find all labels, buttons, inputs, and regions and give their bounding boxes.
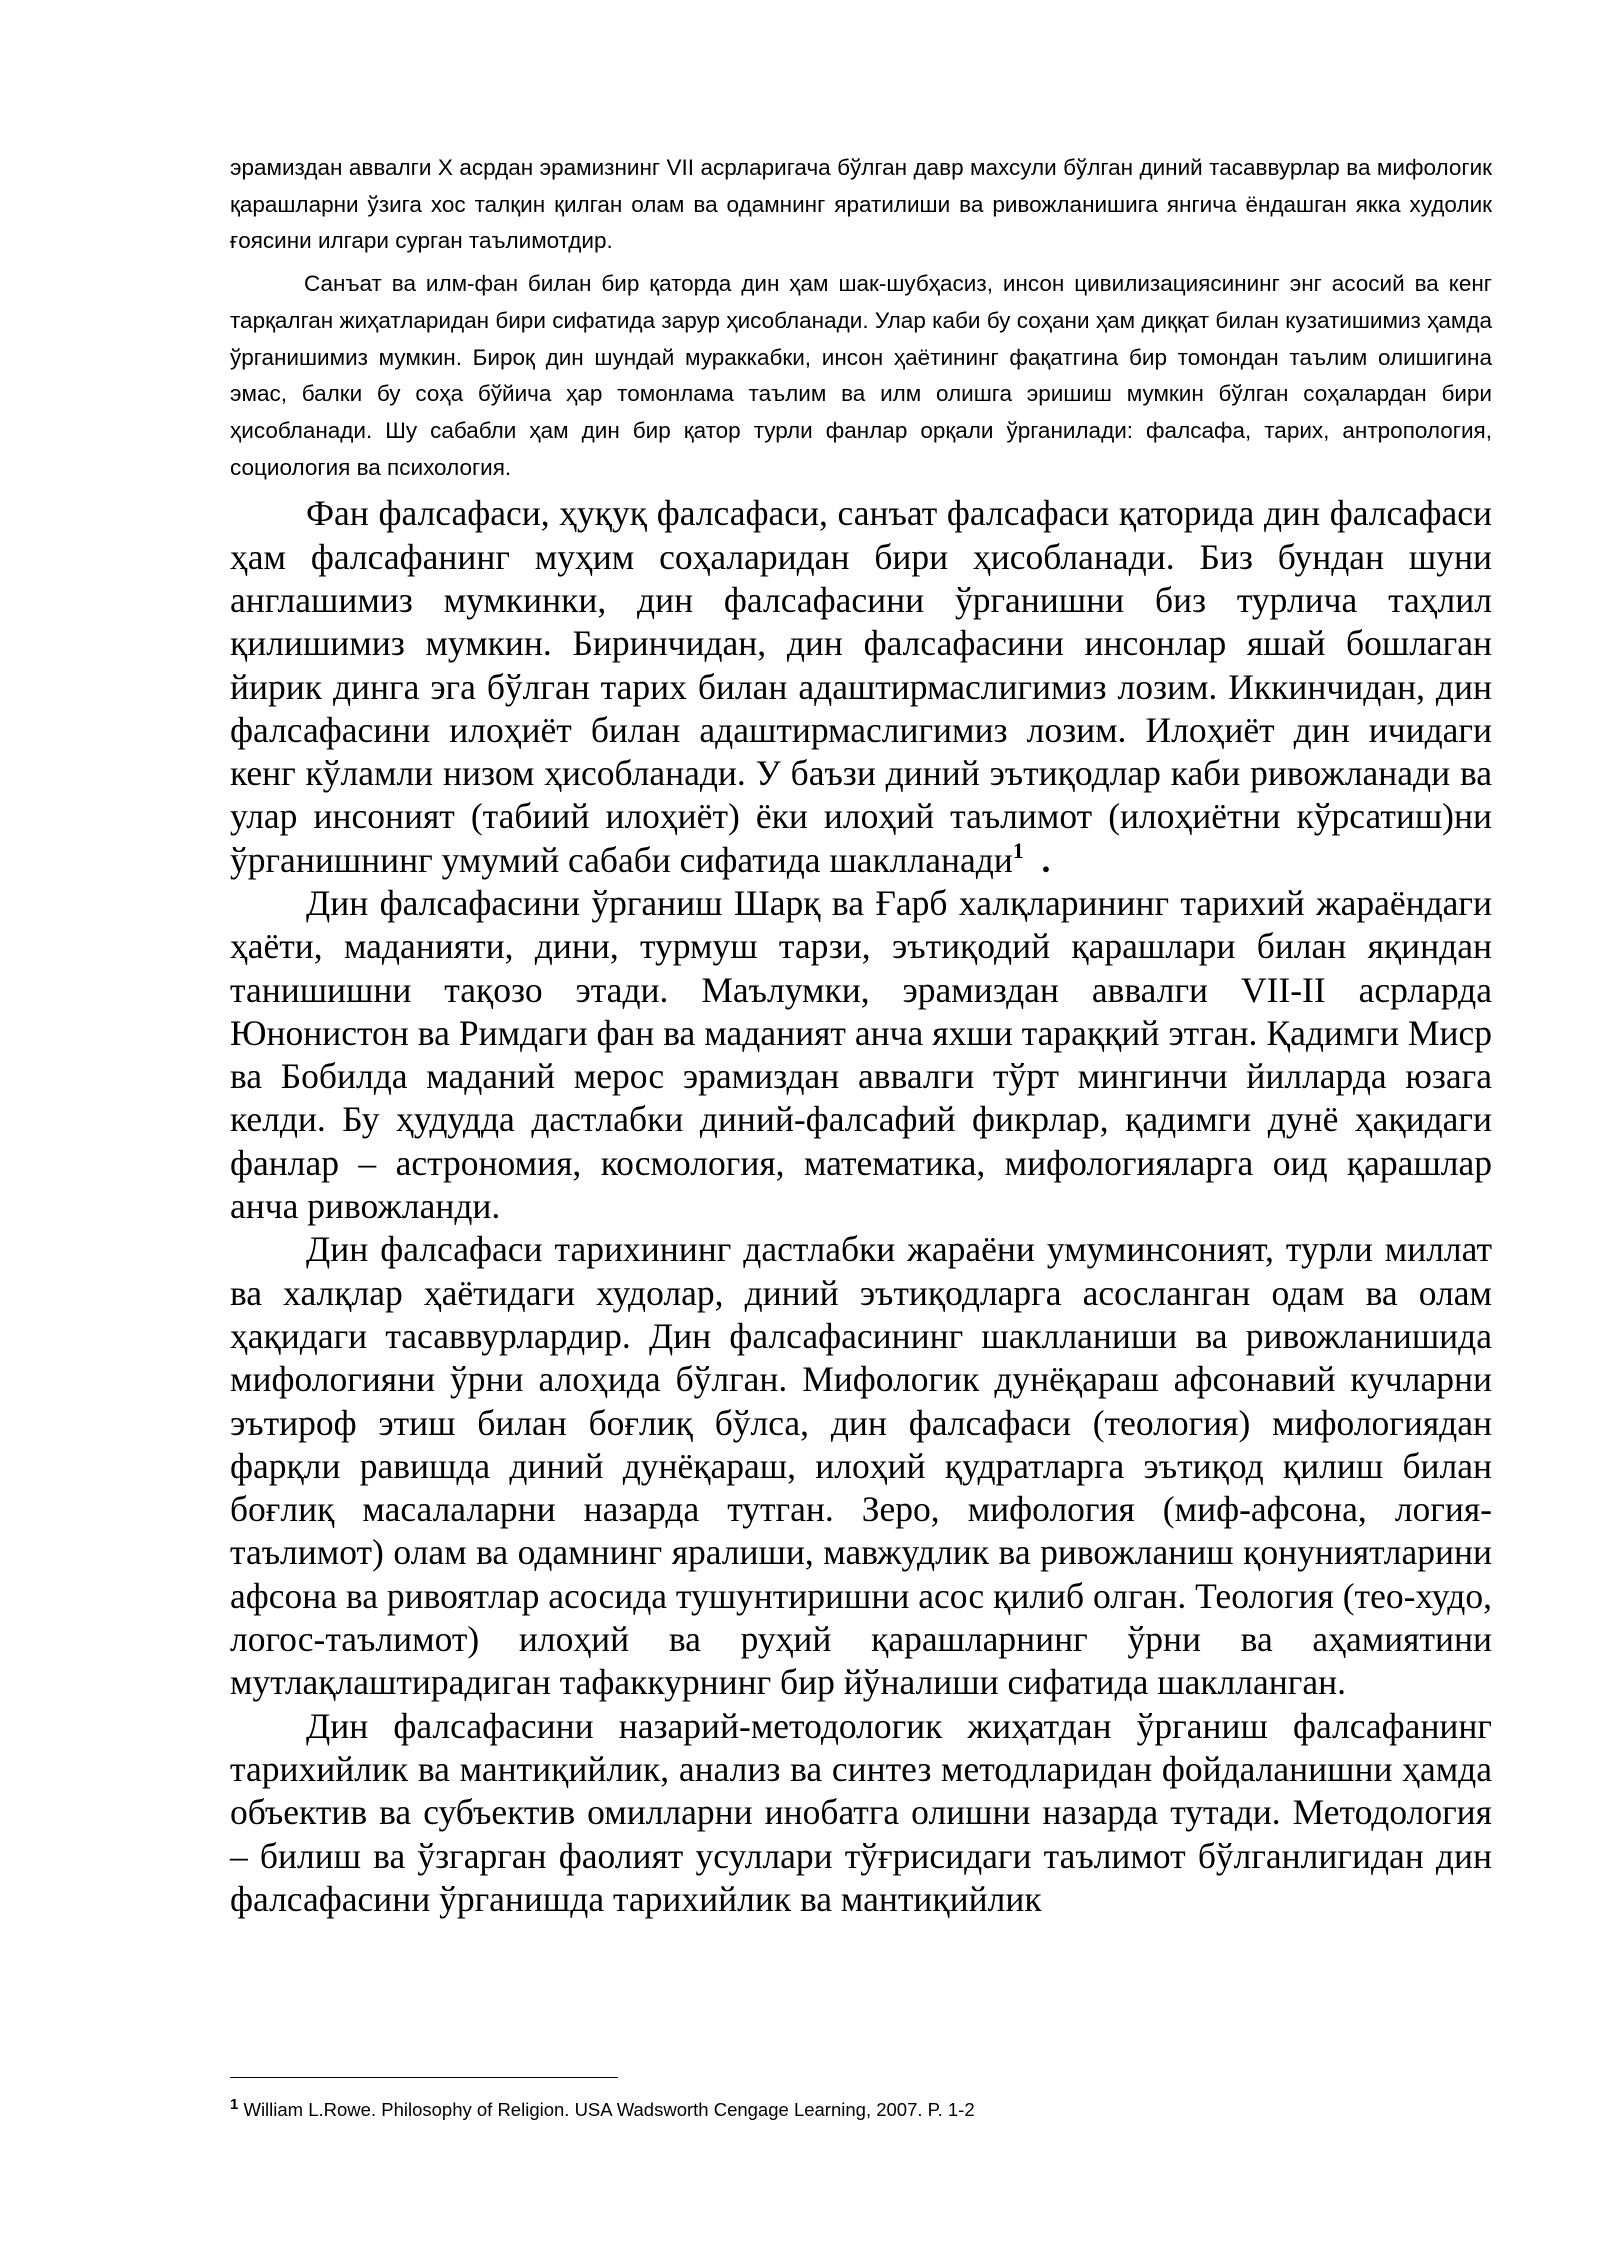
paragraph-1: эрамиздан аввалги X асрдан эрамизнинг VII асрларигача бўлган давр махсули бўлган диний тасаввурлар ва мифологик қарашларни ўзига хос талқин қилган олам ва одамнинг яратилиши ва ривожланишига янгича ёндашган якка худолик ғоясини илгари сурган таълимотдир. <box>230 155 1492 254</box>
footnote <box>230 2097 1492 2123</box>
footnote-separator <box>230 2077 618 2078</box>
paragraph-2: Санъат ва илм-фан билан бир қаторда дин ҳам шак-шубҳасиз, инсон цивилизациясининг энг асосий ва кенг тарқалган жиҳатларидан бири сифатида зарур ҳисобланади. Улар каби бу соҳани ҳам диққат билан кузатишимиз ҳамда ўрганишимиз мумкин. Бироқ дин шундай мураккабки, инсон ҳаётининг фақатгина бир томондан таълим олишигина эмас, балки бу соҳа бўйича ҳар томонлама таълим ва илм олишга эришиш мумкин бўлган соҳалардан бири ҳисобланади. Шу сабабли ҳам дин бир қатор турли фанлар орқали ўрганилади: фалсафа, тарих, антропология, социология ва психология. <box>230 271 1492 480</box>
paragraph-3-tail: . <box>1041 839 1051 880</box>
paragraph-3 <box>230 492 1492 882</box>
paragraph-3-text: Фан фалсафаси, ҳуқуқ фалсафаси, санъат фалсафаси қаторида дин фалсафаси ҳам фалсафанинг муҳим соҳаларидан бири ҳисобланади. Биз бундан шуни англашимиз мумкинки, дин фалсафасини ўрганишни биз турлича таҳлил қилишимиз мумкин. Биринчидан, дин фалсафасини инсонлар яшай бошлаган йирик динга эга бўлган тарих билан адаштирмаслигимиз лозим. Иккинчидан, дин фалсафасини илоҳиёт билан адаштирмаслигимиз лозим. Илоҳиёт дин ичидаги кенг кўламли низом ҳисобланади. У баъзи диний эътиқодлар каби ривожланади ва улар инсоният (табиий илоҳиёт) ёки илоҳий таълимот (илоҳиётни кўрсатиш)ни ўрганишнинг умумий сабаби сифатида шаклланади <box>230 493 1492 880</box>
footnote-text: William L.Rowe. Philosophy of Religion. USA Wadsworth Cengage Learning, 2007. P. 1-2 <box>243 2099 975 2120</box>
paragraph-4: Дин фалсафасини ўрганиш Шарқ ва Ғарб халқларининг тарихий жараёндаги ҳаёти, маданияти, дини, турмуш тарзи, эътиқодий қарашлари билан яқиндан танишишни тақозо этади. Маълумки, эрамиздан аввалги VII-II асрларда Юнонистон ва Римдаги фан ва маданият анча яхши тараққий этган. Қадимги Миср ва Бобилда маданий мерос эрамиздан аввалги тўрт мингинчи йилларда юзага келди. Бу ҳудудда дастлабки диний-фалсафий фикрлар, қадимги дунё ҳақидаги фанлар – астрономия, космология, математика, мифологияларга оид қарашлар анча ривожланди. <box>230 883 1492 1227</box>
paragraph-5: Дин фалсафаси тарихининг дастлабки жараёни умуминсоният, турли миллат ва халқлар ҳаётидаги худолар, диний эътиқодларга асосланган одам ва олам ҳақидаги тасаввурлардир. Дин фалсафасининг шаклланиши ва ривожланишида мифологияни ўрни алоҳида бўлган. Мифологик дунёқараш афсонавий кучларни эътироф этиш билан боғлиқ бўлса, дин фалсафаси (теология) мифологиядан фарқли равишда диний дунёқараш, илоҳий қудратларга эътиқод қилиш билан боғлиқ масалаларни назарда тутган. Зеро, мифология (миф-афсона, логия-таълимот) олам ва одамнинг яралиши, мавжудлик ва ривожланиш қонуниятларини афсона ва ривоятлар асосида тушунтиришни асос қилиб олган. Теология (тео-худо, логос-таълимот) илоҳий ва руҳий қарашларнинг ўрни ва аҳамиятини мутлақлаштирадиган тафаккурнинг бир йўналиши сифатида шаклланган. <box>230 1229 1492 1703</box>
footnote-number: 1 <box>230 2096 239 2113</box>
paragraph-6: Дин фалсафасини назарий-методологик жиҳатдан ўрганиш фалсафанинг тарихийлик ва мантиқийлик, анализ ва синтез методларидан фойдаланишни ҳамда объектив ва субъектив омилларни инобатга олишни назарда тутади. Методология – билиш ва ўзгарган фаолият усуллари тўғрисидаги таълимот бўлганлигидан дин фалсафасини ўрганишда тарихийлик ва мантиқийлик <box>230 1705 1492 1919</box>
footnote-reference[interactable]: 1 <box>1012 837 1024 863</box>
document-page <box>230 150 1492 1921</box>
